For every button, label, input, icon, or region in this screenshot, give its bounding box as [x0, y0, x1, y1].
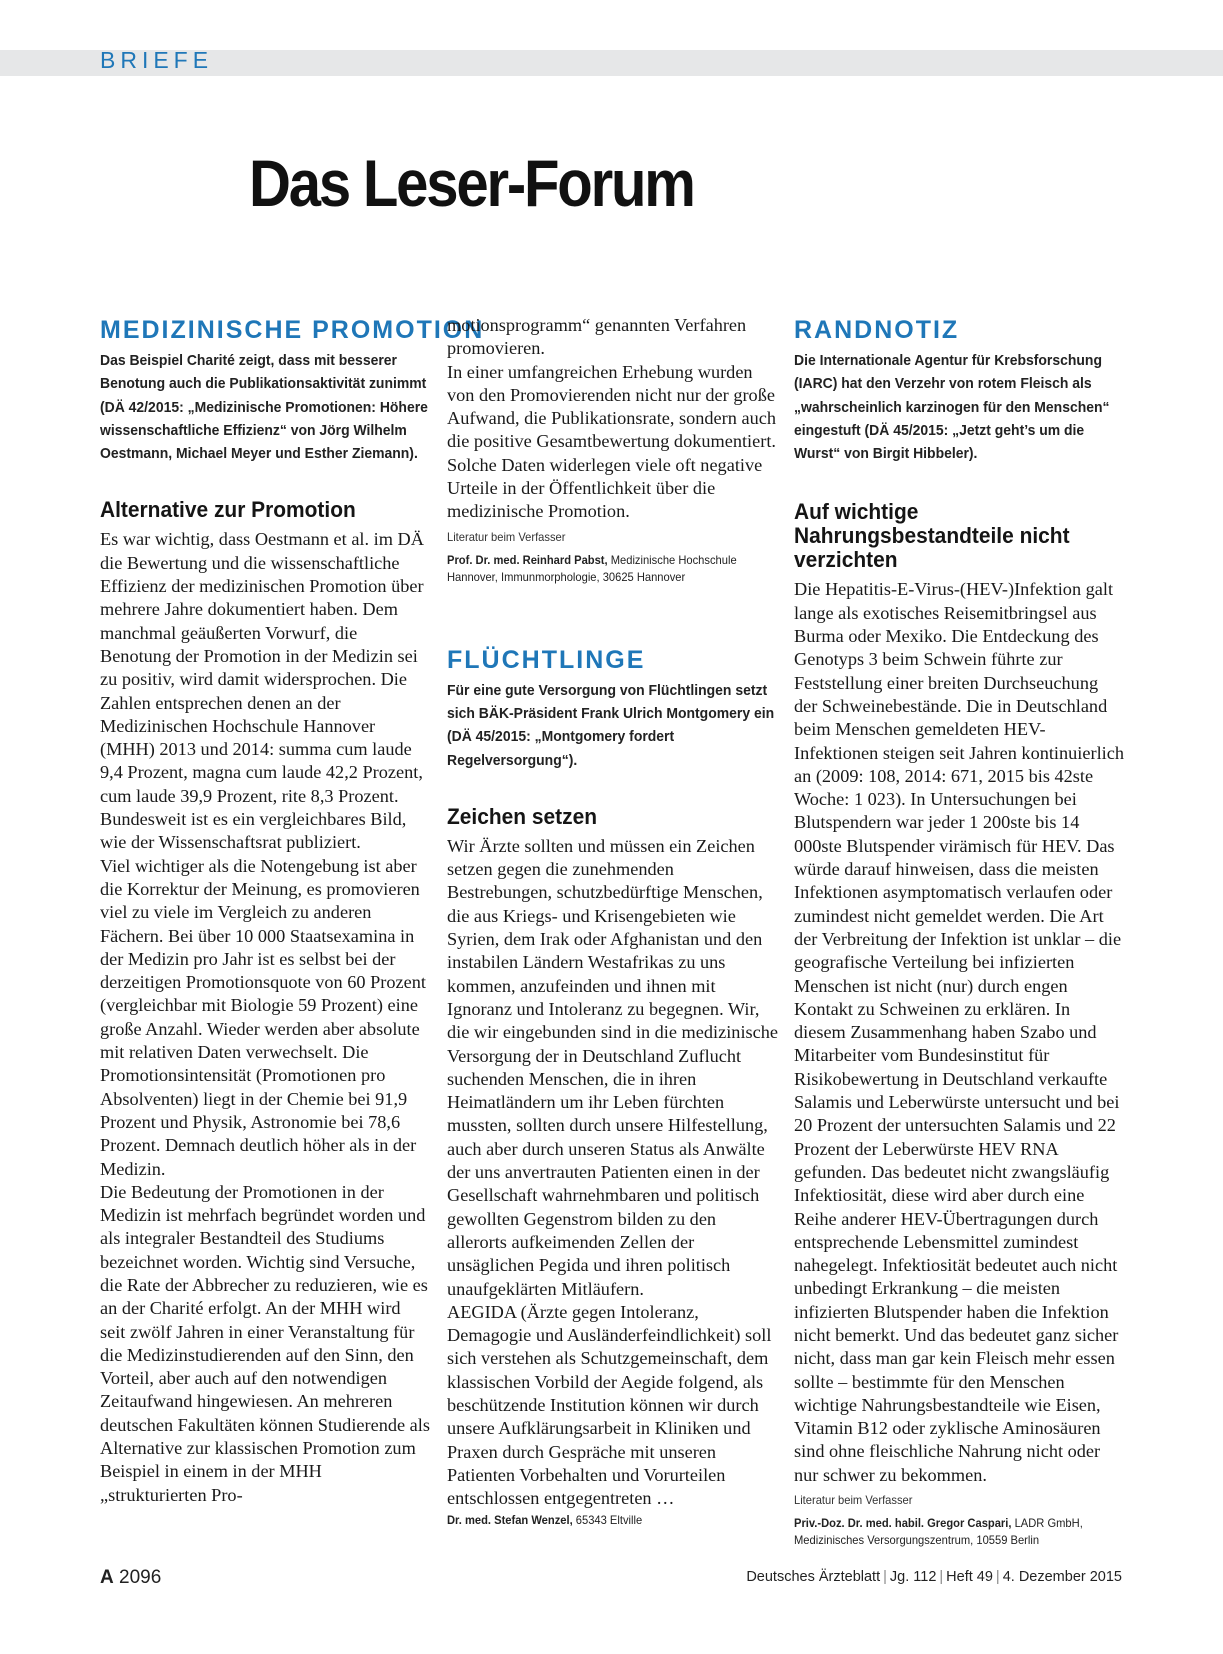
author-signature: [447, 1512, 776, 1529]
column-1: [100, 316, 485, 1507]
column-3: [794, 316, 1124, 1549]
author-name: Priv.-Doz. Dr. med. habil. Gregor Caspari,: [794, 1516, 1012, 1531]
author-affiliation: 65343 Eltville: [572, 1513, 643, 1528]
literature-note: Literatur beim Verfasser: [447, 529, 566, 544]
article-lead: Für eine gute Versorgung von Flüchtlingen setzt sich BÄK-Präsident Frank Ulrich Montgomery ein (DÄ 45/2015: „Montgomery fordert Regelversorgung“).: [447, 681, 775, 769]
letter-headline: Zeichen setzen: [447, 803, 598, 829]
journal-volume: Jg. 112: [889, 1569, 937, 1585]
section-label: BRIEFE: [100, 47, 214, 73]
topic-heading: RANDNOTIZ: [794, 316, 960, 344]
literature-note: Literatur beim Verfasser: [794, 1493, 913, 1508]
journal-name: Deutsches Ärzteblatt: [746, 1569, 881, 1585]
letter-body-continued: motionsprogramm“ genannten Verfahren promovieren. In einer umfangreichen Erhebung wurden von den Promovierenden nicht nur der große Aufwand, die Publikationsrate, sondern auch die positive Gesamtbewertung dokumentiert. Solche Daten widerlegen viele oft negative Urteile in der Öffentlichkeit über die medizinische Promotion.: [447, 315, 776, 522]
author-signature: [794, 1515, 1122, 1549]
page-number-value: 2096: [119, 1567, 162, 1588]
letter-body: Wir Ärzte sollten und müssen ein Zeichen setzen gegen die zunehmenden Bestrebungen, schutzbedürftige Menschen, die aus Kriegs- und Krisengebieten wie Syrien, dem Irak oder Afghanistan und den instabilen Ländern Westafrikas zu uns kommen, anzufeinden und ihnen mit Ignoranz und Intoleranz zu begegnen. Wir, die wir eingebunden sind in die medizinische Versorgung der in Deutschland Zuflucht suchenden Menschen, die in ihren Heimatländern um ihr Leben fürchten mussten, sollten durch unsere Hilfestellung, auch aber durch unseren Status als Anwälte der uns anvertrauten Patienten einen in der Gesellschaft wahrnehmbaren und politisch gewollten Gegenstrom bilden zu den allerorts aufkeimenden Zellen der unsäglichen Pegida und ihren politisch unaufgeklärten Mitläufern. AEGIDA (Ärzte gegen Intoleranz, Demagogie und Ausländerfeindlichkeit) soll sich verstehen als Schutzgemeinschaft, dem klassischen Vorbild der Aegide folgend, als beschützende Institution können wir durch unsere Aufklärungsarbeit in Kliniken und Praxen durch Gespräche mit unseren Patienten Vorbehalten und Vorurteilen entschlossen entgegentreten …: [447, 835, 779, 1509]
author-affiliation: LADR GmbH, Medizinisches Versorgungszentrum, 10559 Berlin: [794, 1516, 1083, 1548]
page-title: Das Leser-Forum: [249, 146, 694, 220]
author-affiliation: Medizinische Hochschule Hannover, Immunmorphologie, 30625 Hannover: [447, 552, 737, 584]
page-number: [100, 1567, 161, 1589]
author-signature: [447, 552, 776, 586]
author-name: Prof. Dr. med. Reinhard Pabst,: [447, 552, 608, 567]
issue-date: 4. Dezember 2015: [1002, 1569, 1122, 1585]
journal-issue: Heft 49: [946, 1569, 993, 1585]
letter-body: Es war wichtig, dass Oestmann et al. im DÄ die Bewertung und die wissenschaftliche Effizienz der medizinischen Promotion über mehrere Jahre dokumentiert haben. Dem manchmal geäußerten Vorwurf, die Benotung der Promotion in der Medizin sei zu positiv, wird damit widersprochen. Die Zahlen entsprechen denen an der Medizinischen Hochschule Hannover (MHH) 2013 und 2014: summa cum laude 9,4 Prozent, magna cum laude 42,2 Prozent, cum laude 39,9 Prozent, rite 8,3 Prozent. Bundesweit ist es ein vergleichbares Bild, wie der Wissenschaftsrat publiziert. Viel wichtiger als die Notengebung ist aber die Korrektur der Meinung, es promovieren viel zu viele im Vergleich zu anderen Fächern. Bei über 10 000 Staatsexamina in der Medizin pro Jahr ist es selbst bei der derzeitigen Promotionsquote von 60 Prozent (vergleichbar mit Biologie 59 Prozent) eine große Anzahl. Wieder werden aber absolute mit relativen Daten verwechselt. Die Promotionsintensität (Promotionen pro Absolventen) liegt in der Chemie bei 91,9 Prozent und Physik, Astronomie bei 78,6 Prozent. Demnach deutlich höher als in der Medizin. Die Bedeutung der Promotionen in der Medizin ist mehrfach begründet worden und als integraler Bestandteil des Studiums bezeichnet worden. Wichtig sind Versuche, die Rate der Abbrecher zu reduzieren, wie es an der Charité erfolgt. An der MHH wird seit zwölf Jahren in einer Veranstaltung für die Medizinstudierenden auf den Sinn, den Vorteil, aber auch auf den notwendigen Zeitaufwand hingewiesen. An mehreren deutschen Fakultäten können Studierende als Alternative zur klassischen Promotion zum Beispiel in einem in der MHH „strukturierten Pro-: [100, 529, 430, 1505]
article-lead: Das Beispiel Charité zeigt, dass mit besserer Benotung auch die Publikationsaktivität zunimmt (DÄ 42/2015: „Medizinische Promotionen: Höhere wissenschaftliche Effizienz“ von Jörg Wilhelm Oestmann, Michael Meyer und Esther Ziemann).: [100, 352, 428, 463]
article-lead: Die Internationale Agentur für Krebsforschung (IARC) hat den Verzehr von rotem Fleisch als „wahrscheinlich karzinogen für den Menschen“ eingestuft (DÄ 45/2015: „Jetzt geht’s um die Wurst“ von Birgit Hibbeler).: [794, 352, 1110, 463]
topic-heading: MEDIZINISCHE PROMOTION: [100, 316, 485, 344]
letter-headline: Auf wichtige Nahrungsbestandteile nicht verzichten: [794, 499, 1070, 573]
journal-footer: Deutsches Ärzteblatt | Jg. 112 | Heft 49 | 4. Dezember 2015: [746, 1569, 1122, 1585]
letter-body: Die Hepatitis-E-Virus-(HEV-)Infektion galt lange als exotisches Reisemitbringsel aus Burma oder Mexiko. Die Entdeckung des Genotyps 3 beim Schwein führte zur Feststellung einer breiten Durchseuchung der Schweinebestände. Die in Deutschland beim Menschen gemeldeten HEV-Infektionen steigen seit Jahren kontinuierlich an (2009: 108, 2014: 671, 2015 bis 42ste Woche: 1 023). In Untersuchungen bei Blutspendern war jeder 1 200ste bis 14 000ste Blutspender virämisch für HEV. Das würde darauf hinweisen, dass die meisten Infektionen asymptomatisch verlaufen oder zumindest nicht gemeldet werden. Die Art der Verbreitung der Infektion ist unklar – die geografische Verteilung bei infizierten Menschen ist nicht (nur) durch engen Kontakt zu Schweinen zu erklären. In diesem Zusammenhang haben Szabo und Mitarbeiter vom Bundesinstitut für Risikobewertung in Deutschland verkaufte Salamis und Leberwürste untersucht und bei 20 Prozent der untersuchten Salamis und 22 Prozent der Leberwürste HEV RNA gefunden. Das bedeutet nicht zwangsläufig Infektiosität, diese wird aber durch eine Reihe anderer HEV-Übertragungen durch entsprechende Lebensmittel zumindest nahegelegt. Infektiosität bedeutet auch nicht unbedingt Erkrankung – die meisten infizierten Blutspender haben die Infektion nicht bemerkt. Und das bedeutet ganz sicher nicht, dass man gar kein Fleisch mehr essen sollte – bestimmte für den Menschen wichtige Nahrungsbestandteile wie Eisen, Vitamin B12 oder zyklische Aminosäuren sind ohne fleischliche Nahrung nicht oder nur schwer zu bekommen.: [794, 579, 1124, 1485]
page-prefix: A: [100, 1567, 114, 1588]
column-2: [447, 314, 778, 1529]
letter-headline: Alternative zur Promotion: [100, 497, 356, 523]
topic-heading: FLÜCHTLINGE: [447, 645, 646, 674]
author-name: Dr. med. Stefan Wenzel,: [447, 1513, 573, 1528]
